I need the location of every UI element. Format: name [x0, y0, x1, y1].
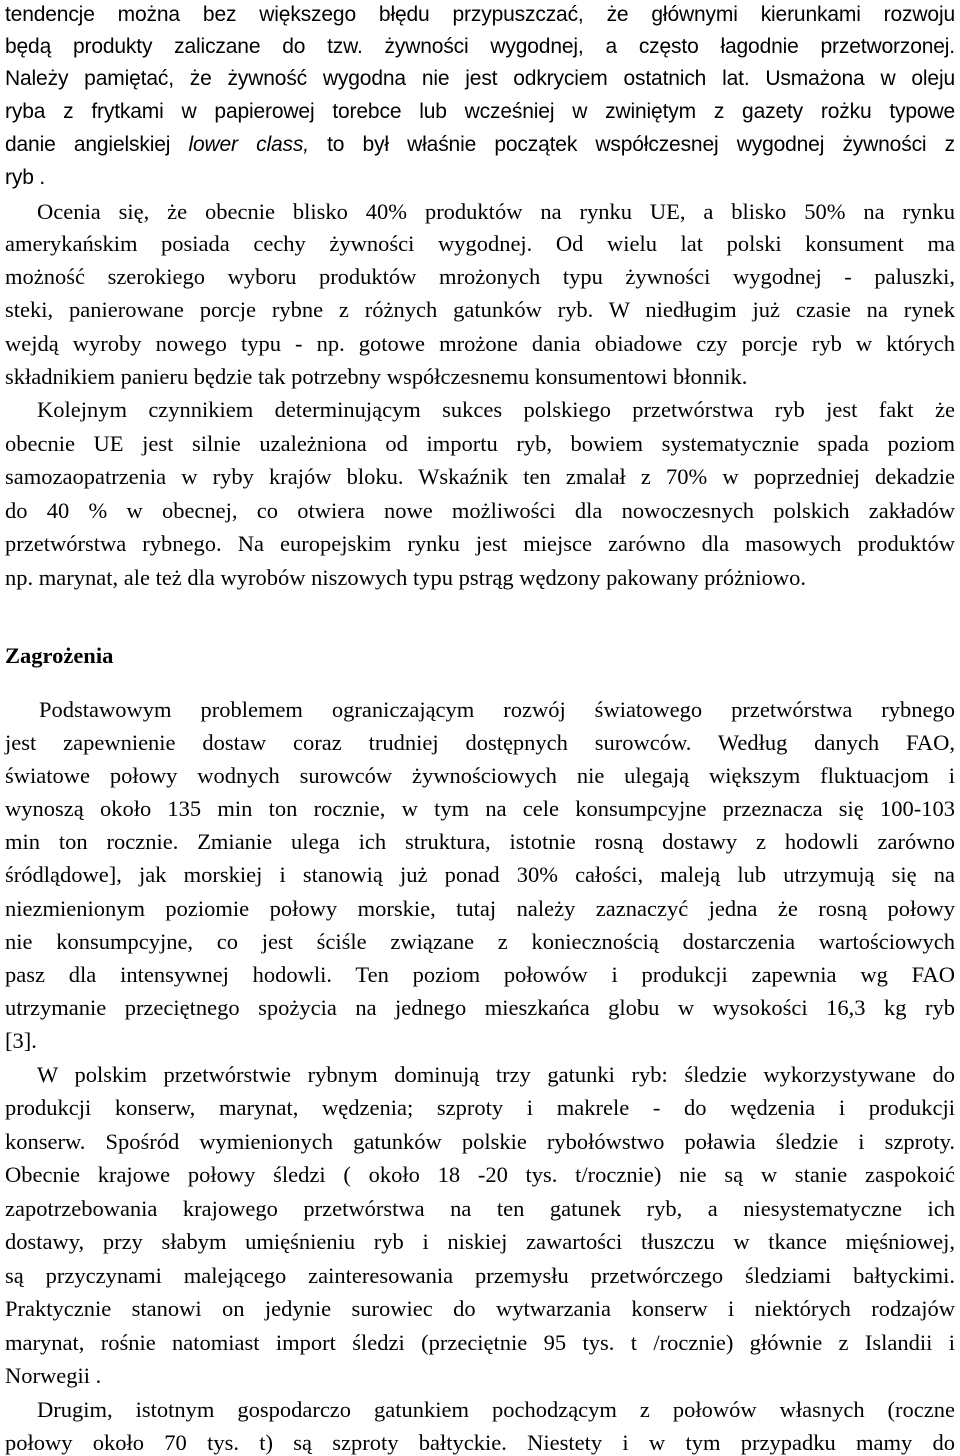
paragraph-line: zapotrzebowania krajowego przetwórstwa na ten gatunek ryb, a niesystematyczne ich — [5, 1196, 955, 1221]
paragraph-line: pasz dla intensywnej hodowli. Ten poziom połowów i produkcji zapewnia wg FAO — [5, 962, 955, 987]
paragraph-line: Obecnie krajowe połowy śledzi ( około 18 -20 tys. t/rocznie) nie są w stanie zaspokoić — [5, 1162, 955, 1187]
paragraph-line: konserw. Spośród wymienionych gatunków polskie rybołówstwo poławia śledzie i szproty. — [5, 1129, 955, 1154]
section-heading: Zagrożenia — [5, 643, 114, 668]
paragraph-line: W polskim przetwórstwie rybnym dominują trzy gatunki ryb: śledzie wykorzystywane do — [37, 1062, 955, 1087]
text-segment: danie angielskiej — [5, 133, 189, 156]
paragraph-line: jest zapewnienie dostaw coraz trudniej dostępnych surowców. Według danych FAO, — [5, 730, 955, 755]
paragraph-line: steki, panierowane porcje rybne z różnych gatunków ryb. W niedługim już czasie na rynek — [5, 297, 955, 322]
paragraph-line: ryba z frytkami w papierowej torebce lub wcześniej w zwiniętym z gazety rożku typowe — [5, 100, 955, 123]
paragraph-line: przetwórstwa rybnego. Na europejskim rynku jest miejsce zarówno dla masowych produktów — [5, 531, 955, 556]
paragraph-line: nie konsumpcyjne, co jest ściśle związane z koniecznością dostarczenia wartościowych — [5, 929, 955, 954]
paragraph-line: możność szerokiego wyboru produktów mrożonych typu żywności wygodnej - paluszki, — [5, 264, 955, 289]
paragraph-line: samozaopatrzenia w ryby krajów bloku. Wskaźnik ten zmalał z 70% w poprzedniej dekadzie — [5, 464, 955, 489]
paragraph-line: [3]. — [5, 1028, 37, 1053]
paragraph-line: będą produkty zaliczane do tzw. żywności wygodnej, a często łagodnie przetworzonej. — [5, 35, 955, 58]
text-segment: to był właśnie początek współczesnej wygodnej żywności z — [308, 133, 955, 156]
paragraph-line: obecnie UE jest silnie uzależniona od importu ryb, bowiem systematycznie spada poziom — [5, 431, 955, 456]
paragraph-line: tendencje można bez większego błędu przypuszczać, że głównymi kierunkami rozwoju — [5, 3, 955, 26]
paragraph-line: Drugim, istotnym gospodarczo gatunkiem pochodzącym z połowów własnych (roczne — [37, 1397, 955, 1422]
paragraph-line — [5, 134, 955, 155]
paragraph-line: wejdą wyroby nowego typu - np. gotowe mrożone dania obiadowe czy porcje ryb w których — [5, 331, 955, 356]
paragraph-line: składnikiem panieru będzie tak potrzebny współczesnemu konsumentowi błonnik. — [5, 364, 748, 389]
paragraph-line: marynat, rośnie natomiast import śledzi (przeciętnie 95 tys. t /rocznie) głównie z Islandii i — [5, 1330, 955, 1355]
paragraph-line: Podstawowym problemem ograniczającym rozwój światowego przetwórstwa rybnego — [39, 697, 955, 722]
paragraph-line: Kolejnym czynnikiem determinującym sukces polskiego przetwórstwa ryb jest fakt że — [37, 397, 955, 422]
paragraph-line: np. marynat, ale też dla wyrobów niszowych typu pstrąg wędzony pakowany próżniowo. — [5, 565, 807, 590]
paragraph-line: wynoszą około 135 min ton rocznie, w tym na cele konsumpcyjne przeznacza się 100-103 — [5, 796, 955, 821]
paragraph-line: produkcji konserw, marynat, wędzenia; szproty i makrele - do wędzenia i produkcji — [5, 1095, 955, 1120]
paragraph-line: Praktycznie stanowi on jedynie surowiec do wytwarzania konserw i niektórych rodzajów — [5, 1296, 955, 1321]
paragraph-line: Ocenia się, że obecnie blisko 40% produktów na rynku UE, a blisko 50% na rynku — [37, 199, 955, 224]
paragraph-line: światowe połowy wodnych surowców żywnościowych nie ulegają większym fluktuacjom i — [5, 763, 955, 788]
paragraph-line: Należy pamiętać, że żywność wygodna nie jest odkryciem ostatnich lat. Usmażona w oleju — [5, 67, 955, 90]
paragraph-line: amerykańskim posiada cechy żywności wygodnej. Od wielu lat polski konsument ma — [5, 231, 955, 256]
paragraph-line: ryb . — [5, 166, 46, 189]
paragraph-line: Norwegii . — [5, 1363, 102, 1388]
italic-phrase: lower class, — [188, 133, 309, 156]
paragraph-line: śródlądowe], jak morskiej i stanowią już ponad 30% całości, maleją lub utrzymują się na — [5, 862, 955, 887]
paragraph-line: min ton rocznie. Zmianie ulega ich struktura, istotnie rosną dostawy z hodowli zarówno — [5, 829, 955, 854]
paragraph-line: są przyczynami malejącego zainteresowania przemysłu przetwórczego śledziami bałtyckimi. — [5, 1263, 955, 1288]
paragraph-line: do 40 % w obecnej, co otwiera nowe możliwości dla nowoczesnych polskich zakładów — [5, 498, 955, 523]
paragraph-line: niezmienionym poziomie połowy morskie, tutaj należy zaznaczyć jedna że rosną połowy — [5, 896, 955, 921]
paragraph-line: dostawy, przy słabym umięśnieniu ryb i niskiej zawartości tłuszczu w tkance mięśniowej, — [5, 1229, 955, 1254]
paragraph-line: utrzymanie przeciętnego spożycia na jednego mieszkańca globu w wysokości 16,3 kg ryb — [5, 995, 955, 1020]
paragraph-line: połowy około 70 tys. t) są szproty bałtyckie. Niestety i w tym przypadku mamy do — [5, 1430, 955, 1455]
